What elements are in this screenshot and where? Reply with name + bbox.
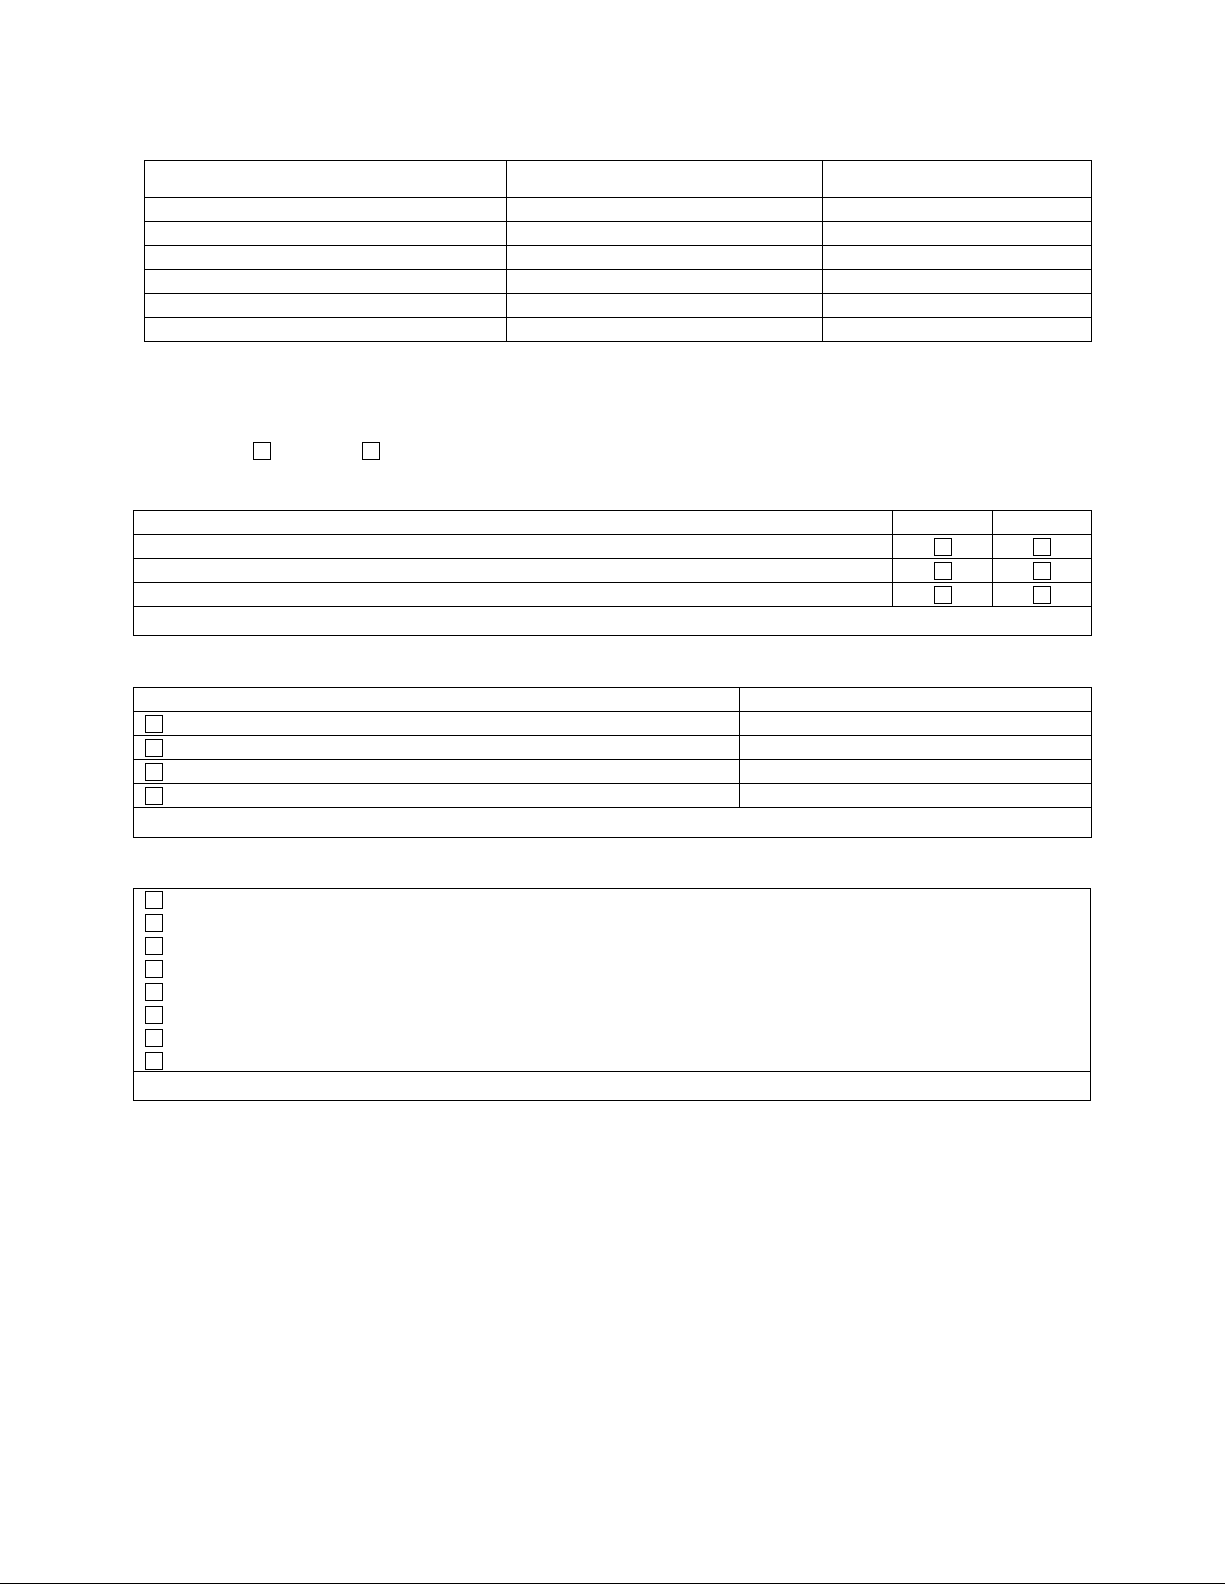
option-checkbox[interactable] [145,739,163,757]
checklist-checkbox[interactable] [145,1029,163,1047]
checklist-area [134,889,1090,1072]
info-table-row [145,222,1092,246]
checklist-checkbox[interactable] [145,1052,163,1070]
yes-no-header-cell [134,511,893,535]
yes-no-cell [993,583,1092,607]
options-header-cell [134,688,740,712]
checklist-checkbox[interactable] [145,914,163,932]
info-table-row [145,246,1092,270]
yes-no-header-cell [993,511,1092,535]
yes-no-row [134,559,1092,583]
checklist-checkbox[interactable] [145,960,163,978]
info-table-cell[interactable] [145,294,507,318]
options-detail-cell[interactable] [740,760,1092,784]
checklist-checkbox[interactable] [145,1006,163,1024]
info-table-cell[interactable] [507,294,823,318]
info-table-cell[interactable] [145,198,507,222]
yes-no-checkbox[interactable] [934,538,952,556]
option-checkbox[interactable] [145,763,163,781]
info-table-cell[interactable] [823,246,1092,270]
yes-no-note-cell[interactable] [134,607,1092,636]
options-row [134,760,1092,784]
info-table-header-cell [823,161,1092,198]
info-table-cell[interactable] [145,318,507,342]
info-table-cell[interactable] [145,246,507,270]
page-bottom-rule [0,1583,1225,1584]
checklist-box [133,888,1091,1101]
checklist-checkbox[interactable] [145,937,163,955]
options-option-cell [134,760,740,784]
info-table-header-cell [145,161,507,198]
option-checkbox-2[interactable] [362,442,380,460]
yes-no-table [133,510,1092,636]
info-table-cell[interactable] [507,270,823,294]
info-table-row [145,294,1092,318]
info-table [144,160,1092,342]
checklist-checkbox[interactable] [145,891,163,909]
info-table-cell[interactable] [145,222,507,246]
info-table-cell[interactable] [145,270,507,294]
yes-no-cell [993,535,1092,559]
yes-no-cell [893,583,993,607]
options-note-cell[interactable] [134,808,1092,838]
options-header-cell [740,688,1092,712]
yes-no-checkbox[interactable] [1033,562,1051,580]
yes-no-cell [893,535,993,559]
yes-no-cell [893,559,993,583]
options-detail-cell[interactable] [740,784,1092,808]
options-row [134,784,1092,808]
options-option-cell [134,784,740,808]
info-table-header-row [145,161,1092,198]
options-detail-cell[interactable] [740,736,1092,760]
options-note-row [134,808,1092,838]
yes-no-row [134,583,1092,607]
yes-no-checkbox[interactable] [934,562,952,580]
yes-no-question-cell [134,583,893,607]
checklist-note-area[interactable] [134,1071,1090,1100]
option-checkbox-1[interactable] [253,442,271,460]
yes-no-cell [993,559,1092,583]
info-table-cell[interactable] [823,222,1092,246]
options-row [134,736,1092,760]
info-table-cell[interactable] [823,198,1092,222]
option-checkbox[interactable] [145,787,163,805]
yes-no-checkbox[interactable] [1033,538,1051,556]
options-option-cell [134,712,740,736]
yes-no-row [134,535,1092,559]
info-table-cell[interactable] [823,318,1092,342]
yes-no-note-row [134,607,1092,636]
info-table-cell[interactable] [507,222,823,246]
info-table-cell[interactable] [823,294,1092,318]
options-table [133,687,1092,838]
info-table-cell[interactable] [823,270,1092,294]
yes-no-header-cell [893,511,993,535]
info-table-header-cell [507,161,823,198]
info-table-row [145,198,1092,222]
options-row [134,712,1092,736]
info-table-cell[interactable] [507,318,823,342]
options-header-row [134,688,1092,712]
info-table-row [145,318,1092,342]
info-table-row [145,270,1092,294]
checklist-checkbox[interactable] [145,983,163,1001]
info-table-cell[interactable] [507,246,823,270]
yes-no-question-cell [134,535,893,559]
info-table-cell[interactable] [507,198,823,222]
options-detail-cell[interactable] [740,712,1092,736]
yes-no-header-row [134,511,1092,535]
option-checkbox[interactable] [145,715,163,733]
yes-no-checkbox[interactable] [934,586,952,604]
yes-no-question-cell [134,559,893,583]
options-option-cell [134,736,740,760]
yes-no-checkbox[interactable] [1033,586,1051,604]
